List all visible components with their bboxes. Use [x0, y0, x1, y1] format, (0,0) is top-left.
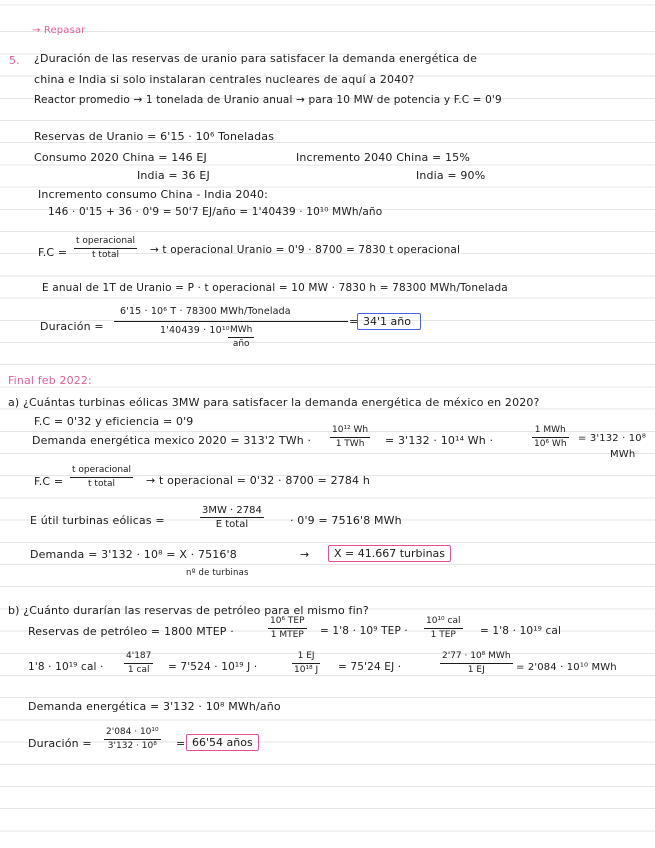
eutil-label: E útil turbinas eólicas = [30, 514, 165, 527]
fc-numerator: t operacional [72, 465, 132, 475]
fc-label-2: F.C = [34, 475, 64, 488]
conv-tep [424, 616, 463, 641]
incremento-calc: 146 · 0'15 + 36 · 0'9 = 50'7 EJ/año = 1'40439 · 10¹⁰ MWh/año [48, 206, 383, 218]
demanda-wh: = 3'132 · 10¹⁴ Wh · [385, 434, 494, 447]
fraction-bar [330, 437, 370, 438]
fraction-bar [104, 739, 161, 740]
consumo-china: Consumo 2020 China = 146 EJ [34, 151, 207, 164]
conv-twh [330, 425, 370, 450]
denominator: 1 EJ [467, 665, 485, 675]
equals: = [176, 737, 186, 750]
fraction-bar [200, 517, 264, 518]
numerator: 2'77 · 10⁸ MWh [442, 651, 511, 661]
energia-anual: E anual de 1T de Uranio = P · t operacional = 10 MW · 7830 h = 78300 MWh/Tonelada [42, 282, 508, 294]
incremento-china: Incremento 2040 China = 15% [296, 151, 470, 164]
n-turbinas-label: nº de turbinas [186, 568, 249, 578]
duracion-denominator: 1'40439 · 10¹⁰ [160, 325, 230, 336]
demanda-equation: Demanda = 3'132 · 10⁸ = X · 7516'8 [30, 548, 237, 561]
duracion-label-2: Duración = [28, 737, 92, 750]
numerator: 2'084 · 10¹⁰ [106, 727, 159, 737]
fc-eficiencia: F.C = 0'32 y eficiencia = 0'9 [34, 415, 194, 428]
fc-fraction-1 [74, 236, 137, 261]
equals: = [349, 315, 359, 328]
reactor-line: Reactor promedio → 1 tonelada de Uranio anual → para 10 MW de potencia y F.C = 0'9 [34, 94, 502, 106]
question-number: 5. [9, 54, 20, 67]
incremento-consumo-title: Incremento consumo China - India 2040: [38, 188, 268, 201]
question-5-line-2: china e India si solo instalaran centrales nucleares de aquí a 2040? [34, 73, 415, 86]
t-operacional-eolica: → t operacional = 0'32 · 8700 = 2784 h [146, 474, 370, 487]
reservas-uranio: Reservas de Uranio = 6'15 · 10⁶ Toneladas [34, 130, 275, 143]
reservas-petroleo: Reservas de petróleo = 1800 MTEP · [28, 625, 234, 638]
eutil-fraction [200, 505, 264, 530]
demanda-mexico: Demanda energética mexico 2020 = 313'2 TWh · [32, 434, 312, 447]
duracion-numerator: 6'15 · 10⁶ T · 78300 MWh/Tonelada [120, 306, 291, 317]
duracion-bar [114, 321, 348, 322]
incremento-india: India = 90% [416, 169, 486, 182]
fraction-bar [70, 477, 133, 478]
denominator: E total [215, 519, 249, 530]
conv-mtep [268, 616, 307, 641]
fc-denominator: t total [92, 250, 120, 260]
cal-line-start: 1'8 · 10¹⁹ cal · [28, 661, 104, 673]
numerator: 4'187 [126, 651, 152, 661]
denominator: 3'132 · 10⁸ [107, 741, 157, 751]
fraction-bar [532, 437, 569, 438]
reservas-cal: = 1'8 · 10¹⁹ cal [480, 625, 562, 637]
energia-ej: = 75'24 EJ · [338, 661, 402, 673]
arrow: → [300, 548, 310, 561]
denominator: 1 MTEP [270, 630, 304, 640]
numerator: 3MW · 2784 [202, 505, 262, 516]
denominator: 1 TEP [430, 630, 456, 640]
demanda-mwh-unit: MWh [610, 449, 636, 460]
energia-mwh: = 2'084 · 10¹⁰ MWh [516, 662, 617, 673]
final-feb-2022-title: Final feb 2022: [8, 374, 92, 387]
numerator: 10¹² Wh [332, 425, 369, 435]
denominator: 10⁶ Wh [534, 439, 567, 449]
question-a: a) ¿Cuántas turbinas eólicas 3MW para satisfacer la demanda energética de méxico en 2020? [8, 396, 540, 409]
reservas-tep: = 1'8 · 10⁹ TEP · [320, 625, 408, 637]
unit-mwh: MWh [230, 325, 253, 335]
fraction-bar [124, 663, 153, 664]
energia-julios: = 7'524 · 10¹⁹ J · [168, 661, 258, 673]
duracion-label-1: Duración = [40, 320, 104, 333]
fraction-bar [228, 337, 254, 338]
result-turbinas: X = 41.667 turbinas [328, 545, 451, 562]
question-5-line-1: ¿Duración de las reservas de uranio para satisfacer la demanda energética de [34, 52, 477, 65]
denominator: 1 TWh [335, 439, 365, 449]
demanda-energetica-b: Demanda energética = 3'132 · 10⁸ MWh/año [28, 700, 281, 713]
demanda-mwh: = 3'132 · 10⁸ [578, 433, 646, 444]
repasar-note: → Repasar [32, 25, 86, 36]
numerator: 1 EJ [297, 651, 315, 661]
numerator: 1 MWh [534, 425, 566, 435]
fc-denominator: t total [88, 479, 116, 489]
fraction-bar [424, 628, 463, 629]
fc-numerator: t operacional [76, 236, 136, 246]
fc-label-1: F.C = [38, 246, 68, 259]
conv-ej [292, 651, 320, 676]
eutil-result: · 0'9 = 7516'8 MWh [290, 514, 402, 527]
fraction-bar [440, 663, 513, 664]
conv-mwh [532, 425, 569, 450]
duracion-den-unit [228, 325, 254, 350]
fraction-bar [268, 628, 307, 629]
consumo-india: India = 36 EJ [137, 169, 210, 182]
denominator: 10¹⁸ J [294, 665, 319, 675]
conv-mwh-ej [440, 651, 513, 676]
duracion-fraction-2 [104, 727, 161, 752]
numerator: 10⁶ TEP [270, 616, 305, 626]
numerator: 10¹⁰ cal [426, 616, 461, 626]
fraction-bar [74, 248, 137, 249]
fraction-bar [292, 663, 320, 664]
result-duracion-petroleo: 66'54 años [186, 734, 259, 751]
denominator: 1 cal [127, 665, 150, 675]
conv-cal [124, 651, 153, 676]
result-duracion-uranio: 34'1 año [357, 313, 421, 330]
question-b: b) ¿Cuánto durarían las reservas de petróleo para el mismo fin? [8, 604, 369, 617]
fc-fraction-2 [70, 465, 133, 490]
t-operacional-uranio: → t operacional Uranio = 0'9 · 8700 = 7830 t operacional [150, 244, 461, 256]
unit-ano: año [232, 339, 250, 349]
